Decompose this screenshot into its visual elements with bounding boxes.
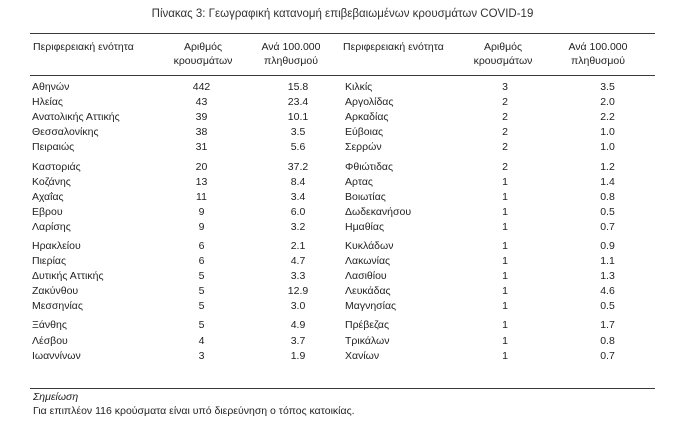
cases-table bbox=[30, 80, 655, 364]
cases-cell: 13 bbox=[195, 175, 208, 188]
cases-cell: 9 bbox=[198, 205, 205, 218]
header-per-line1: Ανά 100.000 bbox=[568, 41, 628, 53]
per-100k-cell: 2.2 bbox=[600, 111, 615, 124]
region-cell: Φθιώτιδας bbox=[345, 160, 394, 173]
header-cases-line1: Αριθμός bbox=[183, 41, 223, 53]
cases-cell: 6 bbox=[198, 239, 205, 252]
per-100k-cell: 1.0 bbox=[600, 141, 615, 154]
table-row bbox=[30, 284, 655, 299]
table-row bbox=[30, 318, 655, 333]
region-cell: Ζακύνθου bbox=[32, 285, 79, 298]
per-100k-cell: 1.4 bbox=[600, 175, 615, 188]
cases-cell: 1 bbox=[502, 349, 508, 362]
table-row bbox=[30, 175, 655, 190]
region-cell: Αργολίδας bbox=[345, 96, 394, 109]
cases-cell: 442 bbox=[192, 81, 211, 94]
region-cell: Βοιωτίας bbox=[345, 190, 386, 203]
region-cell: Εβρου bbox=[32, 205, 63, 218]
cases-cell: 5 bbox=[198, 270, 205, 283]
cases-cell: 1 bbox=[502, 239, 508, 252]
cases-cell: 1 bbox=[502, 190, 508, 203]
region-cell: Λαρίσης bbox=[32, 220, 71, 233]
region-cell: Χανίων bbox=[345, 349, 380, 362]
region-cell: Μαγνησίας bbox=[345, 300, 397, 313]
table-row bbox=[30, 349, 655, 364]
per-100k-cell: 6.0 bbox=[290, 205, 306, 218]
cases-cell: 6 bbox=[198, 255, 205, 268]
per-100k-cell: 1.0 bbox=[600, 126, 615, 139]
table-row bbox=[30, 205, 655, 220]
table-row bbox=[30, 125, 655, 140]
cases-cell: 1 bbox=[502, 285, 508, 298]
table-row bbox=[30, 159, 655, 174]
per-100k-cell: 37.2 bbox=[287, 160, 309, 173]
cases-cell: 3 bbox=[502, 81, 508, 94]
header-per-line2: πληθυσμού bbox=[570, 55, 626, 67]
cases-cell: 2 bbox=[502, 160, 508, 173]
cases-cell: 1 bbox=[502, 255, 508, 268]
per-100k-cell: 1.7 bbox=[600, 319, 615, 332]
cases-cell: 1 bbox=[502, 334, 508, 347]
table-row bbox=[30, 269, 655, 284]
region-cell: Λακωνίας bbox=[345, 255, 391, 268]
cases-cell: 2 bbox=[502, 126, 508, 139]
table-top-rule bbox=[30, 33, 655, 34]
header-cases-line2: κρουσμάτων bbox=[173, 55, 233, 67]
cases-cell: 5 bbox=[198, 285, 205, 298]
per-100k-cell: 3.5 bbox=[600, 81, 615, 94]
table-row bbox=[30, 254, 655, 269]
per-100k-cell: 23.4 bbox=[287, 96, 309, 109]
region-cell: Αρτας bbox=[345, 175, 373, 188]
cases-cell: 2 bbox=[502, 96, 508, 109]
per-100k-cell: 5.6 bbox=[290, 141, 306, 154]
region-cell: Αχαΐας bbox=[32, 190, 64, 203]
cases-cell: 1 bbox=[502, 270, 508, 283]
region-cell: Μεσσηνίας bbox=[32, 300, 83, 313]
cases-cell: 1 bbox=[502, 220, 508, 233]
region-cell: Λασιθίου bbox=[345, 270, 387, 283]
region-cell: Κοζάνης bbox=[32, 175, 71, 188]
note-label: Σημείωση bbox=[33, 391, 79, 403]
region-cell: Αθηνών bbox=[32, 81, 70, 94]
per-100k-cell: 12.9 bbox=[287, 285, 309, 298]
per-100k-cell: 0.8 bbox=[600, 334, 615, 347]
table-row bbox=[30, 334, 655, 349]
per-100k-cell: 1.3 bbox=[600, 270, 615, 283]
table-title: Πίνακας 3: Γεωγραφική κατανομή επιβεβαιωμένων κρουσμάτων COVID-19 bbox=[151, 8, 534, 20]
table-row bbox=[30, 299, 655, 314]
cases-cell: 39 bbox=[195, 111, 208, 124]
per-100k-cell: 3.0 bbox=[290, 300, 306, 313]
per-100k-cell: 0.7 bbox=[600, 220, 615, 233]
cases-cell: 5 bbox=[198, 300, 205, 313]
per-100k-cell: 1.2 bbox=[600, 160, 615, 173]
per-100k-cell: 4.9 bbox=[290, 319, 306, 332]
region-cell: Λευκάδας bbox=[345, 285, 391, 298]
header-per-right bbox=[543, 40, 653, 68]
per-100k-cell: 2.1 bbox=[290, 239, 306, 252]
cases-cell: 20 bbox=[195, 160, 208, 173]
table-row bbox=[30, 140, 655, 155]
per-100k-cell: 3.7 bbox=[290, 334, 306, 347]
per-100k-cell: 0.9 bbox=[600, 239, 615, 252]
header-cases-right bbox=[450, 40, 556, 68]
region-cell: Πρέβεζας bbox=[345, 319, 390, 332]
region-cell: Θεσσαλονίκης bbox=[32, 126, 99, 139]
table-row bbox=[30, 190, 655, 205]
per-100k-cell: 1.1 bbox=[600, 255, 615, 268]
header-cases-line1: Αριθμός bbox=[483, 41, 523, 53]
header-bottom-rule bbox=[30, 75, 655, 76]
table-bottom-rule bbox=[30, 388, 655, 389]
cases-cell: 4 bbox=[198, 334, 205, 347]
cases-cell: 31 bbox=[195, 141, 208, 154]
table-row bbox=[30, 110, 655, 125]
per-100k-cell: 3.2 bbox=[290, 220, 306, 233]
per-100k-cell: 3.5 bbox=[290, 126, 306, 139]
region-cell: Κυκλάδων bbox=[345, 239, 394, 252]
region-cell: Τρικάλων bbox=[345, 334, 390, 347]
header-region-left: Περιφερειακή ενότητα bbox=[33, 41, 134, 53]
region-cell: Λέσβου bbox=[32, 334, 68, 347]
table-row bbox=[30, 220, 655, 235]
cases-cell: 9 bbox=[198, 220, 205, 233]
cases-cell: 11 bbox=[196, 190, 207, 203]
table-row bbox=[30, 95, 655, 110]
per-100k-cell: 8.4 bbox=[290, 175, 306, 188]
region-cell: Πειραιώς bbox=[32, 141, 75, 154]
header-per-left bbox=[236, 40, 346, 68]
cases-cell: 38 bbox=[195, 126, 208, 139]
note-text: Για επιπλέον 116 κρούσματα είναι υπό διερεύνηση ο τόπος κατοικίας. bbox=[33, 405, 355, 417]
per-100k-cell: 0.5 bbox=[600, 300, 615, 313]
cases-cell: 1 bbox=[502, 300, 508, 313]
cases-cell: 1 bbox=[502, 205, 508, 218]
region-cell: Ημαθίας bbox=[345, 220, 385, 233]
cases-cell: 2 bbox=[502, 111, 508, 124]
per-100k-cell: 4.7 bbox=[290, 255, 306, 268]
cases-cell: 1 bbox=[502, 319, 508, 332]
header-per-line2: πληθυσμού bbox=[263, 55, 319, 67]
cases-cell: 5 bbox=[198, 319, 205, 332]
per-100k-cell: 4.6 bbox=[600, 285, 615, 298]
per-100k-cell: 1.9 bbox=[290, 349, 306, 362]
region-cell: Δωδεκανήσου bbox=[345, 205, 412, 218]
region-cell: Καστοριάς bbox=[32, 160, 81, 173]
per-100k-cell: 0.8 bbox=[600, 190, 615, 203]
region-cell: Ηρακλείου bbox=[32, 239, 81, 252]
region-cell: Ηλείας bbox=[32, 96, 63, 109]
region-cell: Αρκαδίας bbox=[345, 111, 389, 124]
cases-cell: 3 bbox=[198, 349, 205, 362]
region-cell: Δυτικής Αττικής bbox=[32, 270, 104, 283]
region-cell: Σερρών bbox=[345, 141, 382, 154]
cases-cell: 1 bbox=[502, 175, 508, 188]
table-row bbox=[30, 239, 655, 254]
header-cases-line2: κρουσμάτων bbox=[473, 55, 533, 67]
region-cell: Ιωαννίνων bbox=[32, 349, 81, 362]
header-per-line1: Ανά 100.000 bbox=[261, 41, 321, 53]
region-cell: Ξάνθης bbox=[32, 319, 67, 332]
per-100k-cell: 3.4 bbox=[290, 190, 306, 203]
per-100k-cell: 0.7 bbox=[600, 349, 615, 362]
region-cell: Ανατολικής Αττικής bbox=[32, 111, 120, 124]
header-region-right: Περιφερειακή ενότητα bbox=[343, 41, 444, 53]
region-cell: Κιλκίς bbox=[345, 81, 373, 94]
region-cell: Εύβοιας bbox=[345, 126, 384, 139]
per-100k-cell: 15.8 bbox=[287, 81, 309, 94]
cases-cell: 43 bbox=[195, 96, 208, 109]
cases-cell: 2 bbox=[502, 141, 508, 154]
table-row bbox=[30, 80, 655, 95]
per-100k-cell: 10.1 bbox=[287, 111, 309, 124]
per-100k-cell: 3.3 bbox=[290, 270, 306, 283]
region-cell: Πιερίας bbox=[32, 255, 67, 268]
per-100k-cell: 0.5 bbox=[600, 205, 615, 218]
per-100k-cell: 2.0 bbox=[600, 96, 615, 109]
